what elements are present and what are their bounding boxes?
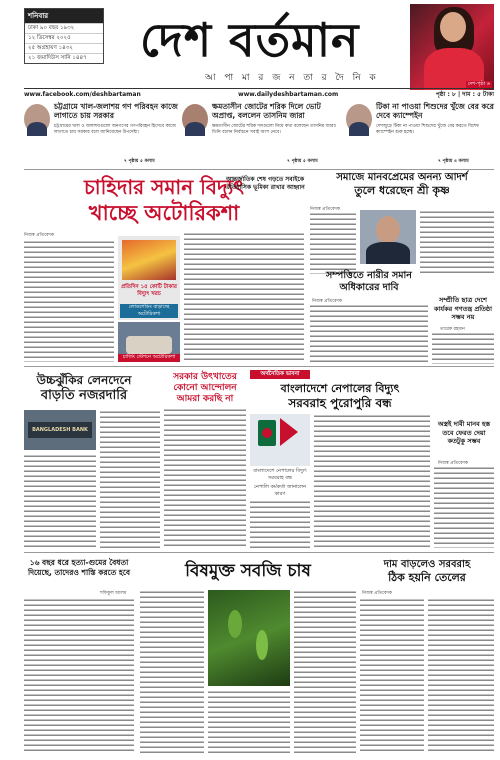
person-suit [366,242,410,264]
bottom-left-body-text [24,598,134,754]
sports-body-text [434,466,494,548]
students-headline[interactable]: সম্প্রীতি ছাত্র দেশে কার্যকর গণতন্ত্র প্রতিষ্ঠা সম্ভব নয় [433,296,493,321]
date-line: ২৫ অগ্রহায়ণ ১৪৩২ [25,43,103,53]
market-headline-line: উচ্চঝুঁকির লেনদেনে [36,373,132,387]
bottle-gourd [256,630,268,660]
facebook-link[interactable]: www.facebook.com/deshbartaman [24,90,141,98]
teaser-body: ক্ষমতাসীন জোটের শরিক দলগুলো নিয়ে কথা বলেছেন তাসনিম জারা। তিনি বলেন নির্বাচনে সবাই অংশ নেবে। [212,124,337,135]
date-line: ২১ জমাদিউস সানি ১৪৪৭ [25,53,103,63]
lead-headline-line: চাহিদার সমান বিদ্যুৎ [84,175,244,199]
lead-photo[interactable] [118,322,180,362]
women-byline: নিজস্ব প্রতিবেদক [312,299,343,304]
teaser-headline[interactable]: ক্ষমতাসীন জোটের শরিক দিলে ভোট অপ্রাপ্ত, বললেন তাসনিম জারা [212,102,321,120]
nepal-kicker: অর্থনৈতিক ভাবনা [250,370,310,379]
nepal-headline-line: সরবরাহ পুরোপুরি বন্ধ [288,396,392,410]
masthead [0,0,500,98]
bottle-gourd [228,610,242,638]
students-body-text [432,332,494,364]
second-photo[interactable] [360,210,416,264]
teaser-item[interactable] [346,102,494,168]
vegetable-photo [122,240,176,280]
date-line: ঢাকা ৯০ বছর ১৯৩২ [25,23,103,33]
nepal-map-photo[interactable] [250,414,310,466]
inset-subtitle: লোডশেডিং বাড়াচ্ছে অটোরিকশা [120,304,178,318]
second-headline-line: তুলে ধরেছেন শ্রী কৃষ্ণ [354,184,450,197]
teaser-photo [182,104,208,134]
women-body-text [310,304,428,364]
govt-headline[interactable]: সরকার উৎখাতের কোনো আন্দোলন আমরা করছি না [173,372,237,404]
second-headline[interactable] [310,172,494,202]
teaser-photo [346,104,372,134]
nepal-flag [280,418,298,446]
teaser-item[interactable] [182,102,342,168]
bottom-right-headline-line: ঠিক হয়নি তেলের [388,571,466,584]
nepal-headline-line: বাংলাদেশে নেপালের বিদ্যুৎ [280,382,400,395]
bottom-center-headline[interactable]: বিষমুক্ত সবজি চাষ [185,561,311,581]
lead-byline: নিজস্ব প্রতিবেদক [24,233,55,238]
section-divider [24,552,494,553]
nepal-caption: নেপালি কর্মকর্তা জানালেন কারণ [253,484,307,497]
govt-body-text [164,408,246,548]
women-headline[interactable]: সম্পত্তিতে নারীর সমান অধিকারের দাবি [326,270,412,293]
vegetable-farm-photo[interactable] [208,590,290,686]
nepal-caption: বাংলাদেশে নেপালের বিদ্যুৎ সরবরাহ বন্ধ [253,468,307,481]
market-headline-line: বাড়তি নজরদারি [40,388,128,403]
flag-disc [262,428,272,438]
bottom-left-byline: শফিকুল আলম [100,591,127,596]
students-byline: তারেক রহমান [440,327,465,332]
tagline: আ পা মা র জ ন তা র দৈ নি ক [205,73,379,83]
nepal-headline[interactable] [250,382,430,411]
bank-photo[interactable] [24,410,96,450]
market-body-text-col2 [100,410,160,548]
continuation-note: ৭ পৃষ্ঠায় ৫ কলাম [287,159,318,164]
second-body-text-left [310,212,356,274]
page-info: পৃষ্ঠা : ৮ | দাম : ৫ টাকা [435,90,494,98]
second-headline-line: সমাজে মানবপ্রেমের অনন্য আদর্শ [336,172,468,183]
bottom-right-headline[interactable] [360,558,494,585]
date-box [24,8,104,64]
lead-headline-line: খাচ্ছে অটোরিকশা [88,200,240,225]
day-label: শনিবার [25,9,103,23]
bottom-right-body-text [360,598,424,754]
third-headline[interactable]: আন্তর্জাতিক শেষ গড়তে সবাইকে ঐতিহাসিক ভূমিকা রাখার আহ্বান [225,176,305,191]
sports-headline[interactable]: অস্ত্রই দাবী মানব হস্ত তবে ফেরত দেয়া কতটুকু সম্ভব [437,420,491,445]
teaser-photo [24,104,50,134]
inset-title: প্রতিদিন ১৫ কোটি টাকার বিদ্যুৎ খরচ [121,284,177,297]
bottom-center-body-text-col2 [208,690,290,754]
bottom-right-byline: নিজস্ব প্রতিবেদক [362,591,393,596]
bottom-right-headline-line: দাম বাড়লেও সরবরাহ [383,559,471,570]
info-bar [24,88,494,98]
photo-caption: চার্জিং স্টেশনে অটোরিকশা [118,354,180,362]
lead-body-text [24,240,114,362]
continuation-note: ৭ পৃষ্ঠায় ৫ কলাম [124,159,155,164]
newspaper-logo[interactable]: দেশ বর্তমান [140,13,360,67]
nepal-body-text-col2 [314,414,430,548]
teaser-headline[interactable]: টিকা না পাওয়া শিশুদের খুঁজে বের করে দেবে ক্যাম্পেইন [376,102,494,120]
second-byline: নিজস্ব প্রতিবেদক [310,207,341,212]
bottom-right-body-text-col2 [428,598,494,754]
section-divider [24,366,494,367]
bottom-center-body-text-col3 [294,590,356,754]
website-link[interactable]: www.dailydeshbartaman.com [238,90,339,98]
sports-byline: নিজস্ব প্রতিবেদক [438,461,469,466]
bottom-left-headline[interactable]: ১৬ বছর ধরে হত্যা-গুমের বৈধতা দিয়েছে, তাদেরও শাস্তি করতে হবে [27,558,131,577]
teaser-item[interactable] [24,102,179,168]
date-line: ১২ ডিসেম্বর ২০২৫ [25,33,103,43]
autorickshaw-shape [126,336,172,354]
nepal-body-text [250,500,310,548]
bottom-center-body-text [140,590,204,754]
teaser-body: দেশজুড়ে টিকা না পাওয়া শিশুদের খুঁজে বের করতে বিশেষ ক্যাম্পেইন শুরু হচ্ছে। [376,124,479,135]
teaser-row [24,100,494,170]
continuation-note: ৭ পৃষ্ঠায় ৪ কলাম [438,159,469,164]
market-headline[interactable] [24,372,144,404]
teaser-headline[interactable]: চট্টগ্রামে খাল-জলাশয় গণ পরিবহন কাজে লাগাতে চায় সরকার [54,102,178,120]
bank-sign: BANGLADESH BANK [28,422,92,438]
person-head [376,216,400,244]
market-body-text [24,454,96,548]
promo-caption: দেশ-পৃষ্ঠা ৬ [467,81,490,87]
second-body-text [420,210,494,274]
promo-face [440,12,466,42]
lead-body-text-col2 [184,232,304,362]
teaser-body: চট্টগ্রামের খাল ও জলাশয়গুলো জনগণের গণপরিবহন হিসেবে কাজে লাগাতে চায় সরকার বলে জানিয়েছেন উপদেষ্টা। [54,124,176,135]
lead-inset[interactable] [118,236,180,320]
promo-photo[interactable] [410,4,494,90]
